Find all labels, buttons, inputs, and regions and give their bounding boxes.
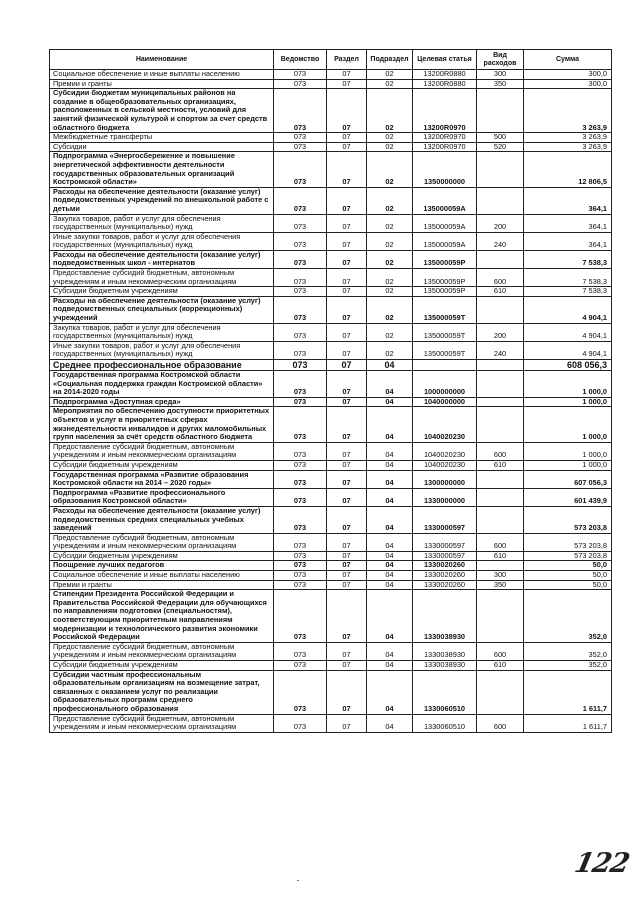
cell-amount: 300,0 <box>524 79 612 89</box>
cell-razdel: 07 <box>327 341 367 359</box>
cell-vedomstvo: 073 <box>274 397 327 407</box>
cell-name: Расходы на обеспечение деятельности (оказание услуг) подведомственных средних специальных учебных заведений <box>50 506 274 533</box>
cell-name: Предоставление субсидий бюджетным, автономным учреждениям и иным некоммерческим организациям <box>50 642 274 660</box>
cell-vedomstvo: 073 <box>274 79 327 89</box>
cell-name: Предоставление субсидий бюджетным, автономным учреждениям и иным некоммерческим организациям <box>50 714 274 732</box>
cell-target-article: 135000059А <box>413 232 477 250</box>
cell-name: Закупка товаров, работ и услуг для обеспечения государственных (муниципальных) нужд <box>50 323 274 341</box>
cell-vedomstvo: 073 <box>274 580 327 590</box>
cell-target-article: 1040020230 <box>413 442 477 460</box>
cell-name: Субсидии частным профессиональным образовательным организациям на возмещение затрат, связанных с оказанием услуг по реализации образовательных программ среднего профессионального образования <box>50 670 274 714</box>
cell-target-article: 1040000000 <box>413 397 477 407</box>
header-razdel: Раздел <box>327 50 367 70</box>
cell-amount: 352,0 <box>524 590 612 643</box>
cell-razdel: 07 <box>327 551 367 561</box>
header-name: Наименование <box>50 50 274 70</box>
cell-podrazdel: 04 <box>367 488 413 506</box>
cell-target-article: 1330000597 <box>413 506 477 533</box>
cell-name: Иные закупки товаров, работ и услуг для обеспечения государственных (муниципальных) нужд <box>50 341 274 359</box>
cell-target-article: 135000059А <box>413 187 477 214</box>
cell-razdel: 07 <box>327 133 367 143</box>
cell-name: Социальное обеспечение и иные выплаты населению <box>50 571 274 581</box>
cell-expense-type <box>477 590 524 643</box>
table-row <box>50 250 612 268</box>
table-row <box>50 70 612 80</box>
table-row <box>50 714 612 732</box>
cell-razdel: 07 <box>327 232 367 250</box>
cell-podrazdel: 04 <box>367 551 413 561</box>
cell-amount: 1 000,0 <box>524 371 612 398</box>
cell-name: Поощрение лучших педагогов <box>50 561 274 571</box>
cell-amount: 364,1 <box>524 232 612 250</box>
cell-vedomstvo: 073 <box>274 714 327 732</box>
table-row <box>50 187 612 214</box>
cell-amount: 601 439,9 <box>524 488 612 506</box>
cell-podrazdel: 04 <box>367 371 413 398</box>
cell-amount: 50,0 <box>524 580 612 590</box>
cell-name: Мероприятия по обеспечению доступности приоритетных объектов и услуг в приоритетных сферах жизнедеятельности инвалидов и других маломобильных групп населения за счёт средств областного бюджета <box>50 407 274 442</box>
cell-vedomstvo: 073 <box>274 442 327 460</box>
cell-podrazdel: 02 <box>367 79 413 89</box>
cell-podrazdel: 02 <box>367 287 413 297</box>
cell-razdel: 07 <box>327 506 367 533</box>
cell-name: Межбюджетные трансферты <box>50 133 274 143</box>
cell-razdel: 07 <box>327 360 367 371</box>
cell-vedomstvo: 073 <box>274 460 327 470</box>
cell-podrazdel: 04 <box>367 460 413 470</box>
cell-vedomstvo: 073 <box>274 642 327 660</box>
cell-amount: 3 263,9 <box>524 89 612 133</box>
cell-expense-type: 600 <box>477 714 524 732</box>
cell-target-article: 13200R0970 <box>413 133 477 143</box>
cell-expense-type <box>477 670 524 714</box>
cell-target-article: 1040020230 <box>413 460 477 470</box>
cell-podrazdel: 02 <box>367 152 413 187</box>
cell-amount: 1 000,0 <box>524 397 612 407</box>
cell-podrazdel: 02 <box>367 296 413 323</box>
cell-amount: 4 904,1 <box>524 296 612 323</box>
cell-podrazdel: 04 <box>367 360 413 371</box>
table-body <box>50 70 612 733</box>
cell-expense-type <box>477 152 524 187</box>
cell-razdel: 07 <box>327 533 367 551</box>
cell-razdel: 07 <box>327 714 367 732</box>
cell-expense-type: 200 <box>477 323 524 341</box>
header-podrazdel: Подраздел <box>367 50 413 70</box>
cell-amount: 3 263,9 <box>524 142 612 152</box>
cell-vedomstvo: 073 <box>274 551 327 561</box>
cell-target-article: 1330000597 <box>413 551 477 561</box>
cell-name: Иные закупки товаров, работ и услуг для обеспечения государственных (муниципальных) нужд <box>50 232 274 250</box>
table-row <box>50 296 612 323</box>
cell-expense-type: 600 <box>477 642 524 660</box>
cell-expense-type <box>477 250 524 268</box>
cell-target-article: 1300000000 <box>413 470 477 488</box>
cell-podrazdel: 02 <box>367 70 413 80</box>
cell-razdel: 07 <box>327 397 367 407</box>
cell-expense-type: 300 <box>477 571 524 581</box>
cell-vedomstvo: 073 <box>274 661 327 671</box>
table-row <box>50 460 612 470</box>
cell-razdel: 07 <box>327 580 367 590</box>
cell-podrazdel: 04 <box>367 470 413 488</box>
cell-expense-type: 610 <box>477 551 524 561</box>
cell-vedomstvo: 073 <box>274 89 327 133</box>
cell-razdel: 07 <box>327 371 367 398</box>
cell-razdel: 07 <box>327 250 367 268</box>
table-row <box>50 661 612 671</box>
cell-target-article: 135000059Р <box>413 269 477 287</box>
cell-amount: 50,0 <box>524 571 612 581</box>
table-row <box>50 232 612 250</box>
cell-expense-type: 520 <box>477 142 524 152</box>
cell-amount: 364,1 <box>524 214 612 232</box>
cell-target-article: 1330038930 <box>413 590 477 643</box>
cell-amount: 4 904,1 <box>524 341 612 359</box>
cell-vedomstvo: 073 <box>274 488 327 506</box>
cell-razdel: 07 <box>327 187 367 214</box>
cell-razdel: 07 <box>327 287 367 297</box>
cell-vedomstvo: 073 <box>274 133 327 143</box>
cell-target-article: 1330060510 <box>413 714 477 732</box>
cell-target-article: 135000059Т <box>413 296 477 323</box>
cell-name: Расходы на обеспечение деятельности (оказание услуг) подведомственных специальных (коррекционных) учреждений <box>50 296 274 323</box>
budget-table <box>49 49 612 733</box>
cell-expense-type: 610 <box>477 287 524 297</box>
table-row <box>50 341 612 359</box>
cell-amount: 1 000,0 <box>524 407 612 442</box>
cell-target-article: 1330000000 <box>413 488 477 506</box>
table-row <box>50 561 612 571</box>
cell-podrazdel: 04 <box>367 590 413 643</box>
cell-target-article: 135000059Р <box>413 250 477 268</box>
cell-podrazdel: 02 <box>367 89 413 133</box>
cell-amount: 12 806,5 <box>524 152 612 187</box>
cell-razdel: 07 <box>327 79 367 89</box>
cell-target-article: 13200R0970 <box>413 142 477 152</box>
cell-name: Субсидии бюджетным учреждениям <box>50 551 274 561</box>
cell-name: Субсидии бюджетам муниципальных районов на создание в общеобразовательных организациях, расположенных в сельской местности, условий для занятий физической культурой и спортом за счет средств областного бюджета <box>50 89 274 133</box>
cell-name: Расходы на обеспечение деятельности (оказание услуг) подведомственных школ - интернатов <box>50 250 274 268</box>
cell-vedomstvo: 073 <box>274 360 327 371</box>
cell-razdel: 07 <box>327 214 367 232</box>
cell-name: Предоставление субсидий бюджетным, автономным учреждениям и иным некоммерческим организациям <box>50 269 274 287</box>
cell-amount: 1 611,7 <box>524 714 612 732</box>
cell-podrazdel: 02 <box>367 232 413 250</box>
cell-expense-type <box>477 397 524 407</box>
cell-name: Подпрограмма «Развитие профессионального образования Костромской области» <box>50 488 274 506</box>
cell-name: Предоставление субсидий бюджетным, автономным учреждениям и иным некоммерческим организациям <box>50 533 274 551</box>
cell-vedomstvo: 073 <box>274 470 327 488</box>
cell-razdel: 07 <box>327 70 367 80</box>
cell-podrazdel: 02 <box>367 323 413 341</box>
cell-target-article <box>413 360 477 371</box>
header-amount: Сумма <box>524 50 612 70</box>
cell-vedomstvo: 073 <box>274 371 327 398</box>
cell-vedomstvo: 073 <box>274 670 327 714</box>
cell-amount: 573 203,8 <box>524 506 612 533</box>
cell-expense-type: 610 <box>477 661 524 671</box>
cell-razdel: 07 <box>327 642 367 660</box>
table-row <box>50 152 612 187</box>
table-row <box>50 670 612 714</box>
cell-target-article: 135000059А <box>413 214 477 232</box>
cell-amount: 50,0 <box>524 561 612 571</box>
cell-expense-type <box>477 187 524 214</box>
cell-vedomstvo: 073 <box>274 232 327 250</box>
cell-podrazdel: 04 <box>367 506 413 533</box>
cell-amount: 1 000,0 <box>524 460 612 470</box>
cell-name: Государственная программа Костромской области «Социальная поддержка граждан Костромской области» на 2014-2020 годы <box>50 371 274 398</box>
table-row <box>50 89 612 133</box>
cell-vedomstvo: 073 <box>274 561 327 571</box>
table-row <box>50 407 612 442</box>
cell-podrazdel: 02 <box>367 269 413 287</box>
cell-podrazdel: 04 <box>367 533 413 551</box>
table-row <box>50 470 612 488</box>
cell-podrazdel: 02 <box>367 250 413 268</box>
cell-vedomstvo: 073 <box>274 533 327 551</box>
cell-podrazdel: 04 <box>367 670 413 714</box>
cell-expense-type: 200 <box>477 214 524 232</box>
cell-podrazdel: 02 <box>367 187 413 214</box>
cell-amount: 7 538,3 <box>524 269 612 287</box>
cell-name: Субсидии бюджетным учреждениям <box>50 287 274 297</box>
cell-expense-type <box>477 371 524 398</box>
cell-target-article: 1350000000 <box>413 152 477 187</box>
cell-expense-type <box>477 407 524 442</box>
cell-podrazdel: 02 <box>367 142 413 152</box>
cell-name: Субсидии бюджетным учреждениям <box>50 661 274 671</box>
cell-name: Подпрограмма «Энергосбережение и повышение энергетической эффективности деятельности государственных образовательных организаций Костромской области» <box>50 152 274 187</box>
cell-vedomstvo: 073 <box>274 506 327 533</box>
cell-target-article: 13200R0880 <box>413 79 477 89</box>
cell-expense-type <box>477 89 524 133</box>
table-row <box>50 287 612 297</box>
cell-vedomstvo: 073 <box>274 250 327 268</box>
cell-vedomstvo: 073 <box>274 407 327 442</box>
cell-vedomstvo: 073 <box>274 152 327 187</box>
cell-razdel: 07 <box>327 269 367 287</box>
table-row <box>50 506 612 533</box>
cell-target-article: 13200R0970 <box>413 89 477 133</box>
cell-amount: 7 538,3 <box>524 250 612 268</box>
table-row <box>50 551 612 561</box>
cell-expense-type: 600 <box>477 269 524 287</box>
table-row <box>50 397 612 407</box>
cell-amount: 352,0 <box>524 661 612 671</box>
table-row <box>50 533 612 551</box>
header-expense-type: Вид расходов <box>477 50 524 70</box>
cell-podrazdel: 02 <box>367 133 413 143</box>
cell-vedomstvo: 073 <box>274 571 327 581</box>
cell-podrazdel: 04 <box>367 561 413 571</box>
table-row <box>50 571 612 581</box>
cell-podrazdel: 02 <box>367 214 413 232</box>
cell-podrazdel: 04 <box>367 407 413 442</box>
cell-target-article: 135000059Р <box>413 287 477 297</box>
cell-target-article: 1330038930 <box>413 661 477 671</box>
cell-razdel: 07 <box>327 460 367 470</box>
page-number: 122 <box>571 848 632 879</box>
cell-amount: 364,1 <box>524 187 612 214</box>
cell-expense-type: 500 <box>477 133 524 143</box>
cell-name: Закупка товаров, работ и услуг для обеспечения государственных (муниципальных) нужд <box>50 214 274 232</box>
cell-name: Стипендии Президента Российской Федерации и Правительства Российской Федерации для обучающихся по направлениям подготовки (специальностям), соответствующим приоритетным направлениям модернизации и технологического развития экономики Российской Федерации <box>50 590 274 643</box>
cell-expense-type: 240 <box>477 232 524 250</box>
table-row <box>50 360 612 371</box>
table-row <box>50 214 612 232</box>
cell-razdel: 07 <box>327 590 367 643</box>
cell-amount: 3 263,9 <box>524 133 612 143</box>
cell-podrazdel: 02 <box>367 341 413 359</box>
cell-amount: 573 203,8 <box>524 533 612 551</box>
cell-amount: 300,0 <box>524 70 612 80</box>
cell-podrazdel: 04 <box>367 571 413 581</box>
cell-expense-type <box>477 470 524 488</box>
cell-target-article: 135000059Т <box>413 323 477 341</box>
cell-expense-type <box>477 360 524 371</box>
cell-vedomstvo: 073 <box>274 142 327 152</box>
cell-target-article: 1330060510 <box>413 670 477 714</box>
cell-amount: 4 904,1 <box>524 323 612 341</box>
table-row <box>50 488 612 506</box>
cell-name: Премии и гранты <box>50 580 274 590</box>
cell-amount: 352,0 <box>524 642 612 660</box>
cell-expense-type: 600 <box>477 442 524 460</box>
cell-name: Подпрограмма «Доступная среда» <box>50 397 274 407</box>
cell-name: Премии и гранты <box>50 79 274 89</box>
cell-amount: 7 538,3 <box>524 287 612 297</box>
cell-expense-type: 600 <box>477 533 524 551</box>
cell-amount: 1 611,7 <box>524 670 612 714</box>
cell-target-article: 135000059Т <box>413 341 477 359</box>
cell-expense-type: 350 <box>477 580 524 590</box>
cell-vedomstvo: 073 <box>274 341 327 359</box>
cell-target-article: 1330020260 <box>413 561 477 571</box>
cell-target-article: 1330020260 <box>413 580 477 590</box>
cell-vedomstvo: 073 <box>274 287 327 297</box>
cell-podrazdel: 04 <box>367 714 413 732</box>
cell-podrazdel: 04 <box>367 642 413 660</box>
cell-vedomstvo: 073 <box>274 296 327 323</box>
cell-razdel: 07 <box>327 571 367 581</box>
cell-podrazdel: 04 <box>367 397 413 407</box>
cell-name: Социальное обеспечение и иные выплаты населению <box>50 70 274 80</box>
cell-razdel: 07 <box>327 661 367 671</box>
table-row <box>50 133 612 143</box>
table-row <box>50 79 612 89</box>
cell-razdel: 07 <box>327 442 367 460</box>
table-header-row <box>50 50 612 70</box>
cell-name: Субсидии бюджетным учреждениям <box>50 460 274 470</box>
cell-target-article: 1330020260 <box>413 571 477 581</box>
cell-razdel: 07 <box>327 561 367 571</box>
table-row <box>50 323 612 341</box>
cell-target-article: 13200R0880 <box>413 70 477 80</box>
cell-expense-type: 300 <box>477 70 524 80</box>
cell-razdel: 07 <box>327 670 367 714</box>
cell-amount: 608 056,3 <box>524 360 612 371</box>
cell-razdel: 07 <box>327 323 367 341</box>
cell-vedomstvo: 073 <box>274 70 327 80</box>
table-row <box>50 642 612 660</box>
cell-podrazdel: 04 <box>367 580 413 590</box>
cell-expense-type <box>477 488 524 506</box>
cell-name: Среднее профессиональное образование <box>50 360 274 371</box>
cell-razdel: 07 <box>327 470 367 488</box>
cell-razdel: 07 <box>327 142 367 152</box>
table-row <box>50 580 612 590</box>
cell-razdel: 07 <box>327 296 367 323</box>
cell-razdel: 07 <box>327 89 367 133</box>
cell-expense-type: 240 <box>477 341 524 359</box>
cell-name: Государственная программа «Развитие образования Костромской области на 2014 – 2020 годы» <box>50 470 274 488</box>
cell-amount: 573 203,8 <box>524 551 612 561</box>
cell-expense-type <box>477 506 524 533</box>
cell-name: Субсидии <box>50 142 274 152</box>
scan-mark <box>297 880 299 881</box>
cell-razdel: 07 <box>327 152 367 187</box>
cell-name: Расходы на обеспечение деятельности (оказание услуг) подведомственных учреждений по внешкольной работе с детьми <box>50 187 274 214</box>
cell-razdel: 07 <box>327 407 367 442</box>
cell-podrazdel: 04 <box>367 442 413 460</box>
header-target-article: Целевая статья <box>413 50 477 70</box>
cell-expense-type: 610 <box>477 460 524 470</box>
cell-expense-type: 350 <box>477 79 524 89</box>
cell-vedomstvo: 073 <box>274 590 327 643</box>
cell-expense-type <box>477 561 524 571</box>
cell-vedomstvo: 073 <box>274 187 327 214</box>
table-row <box>50 142 612 152</box>
cell-amount: 607 056,3 <box>524 470 612 488</box>
table-row <box>50 269 612 287</box>
cell-target-article: 1040020230 <box>413 407 477 442</box>
cell-razdel: 07 <box>327 488 367 506</box>
cell-expense-type <box>477 296 524 323</box>
cell-target-article: 1330038930 <box>413 642 477 660</box>
cell-vedomstvo: 073 <box>274 323 327 341</box>
cell-podrazdel: 04 <box>367 661 413 671</box>
table-row <box>50 371 612 398</box>
cell-vedomstvo: 073 <box>274 269 327 287</box>
cell-target-article: 1330000597 <box>413 533 477 551</box>
table-row <box>50 442 612 460</box>
table-row <box>50 590 612 643</box>
header-vedomstvo: Ведомство <box>274 50 327 70</box>
cell-target-article: 1000000000 <box>413 371 477 398</box>
cell-name: Предоставление субсидий бюджетным, автономным учреждениям и иным некоммерческим организациям <box>50 442 274 460</box>
cell-vedomstvo: 073 <box>274 214 327 232</box>
cell-amount: 1 000,0 <box>524 442 612 460</box>
